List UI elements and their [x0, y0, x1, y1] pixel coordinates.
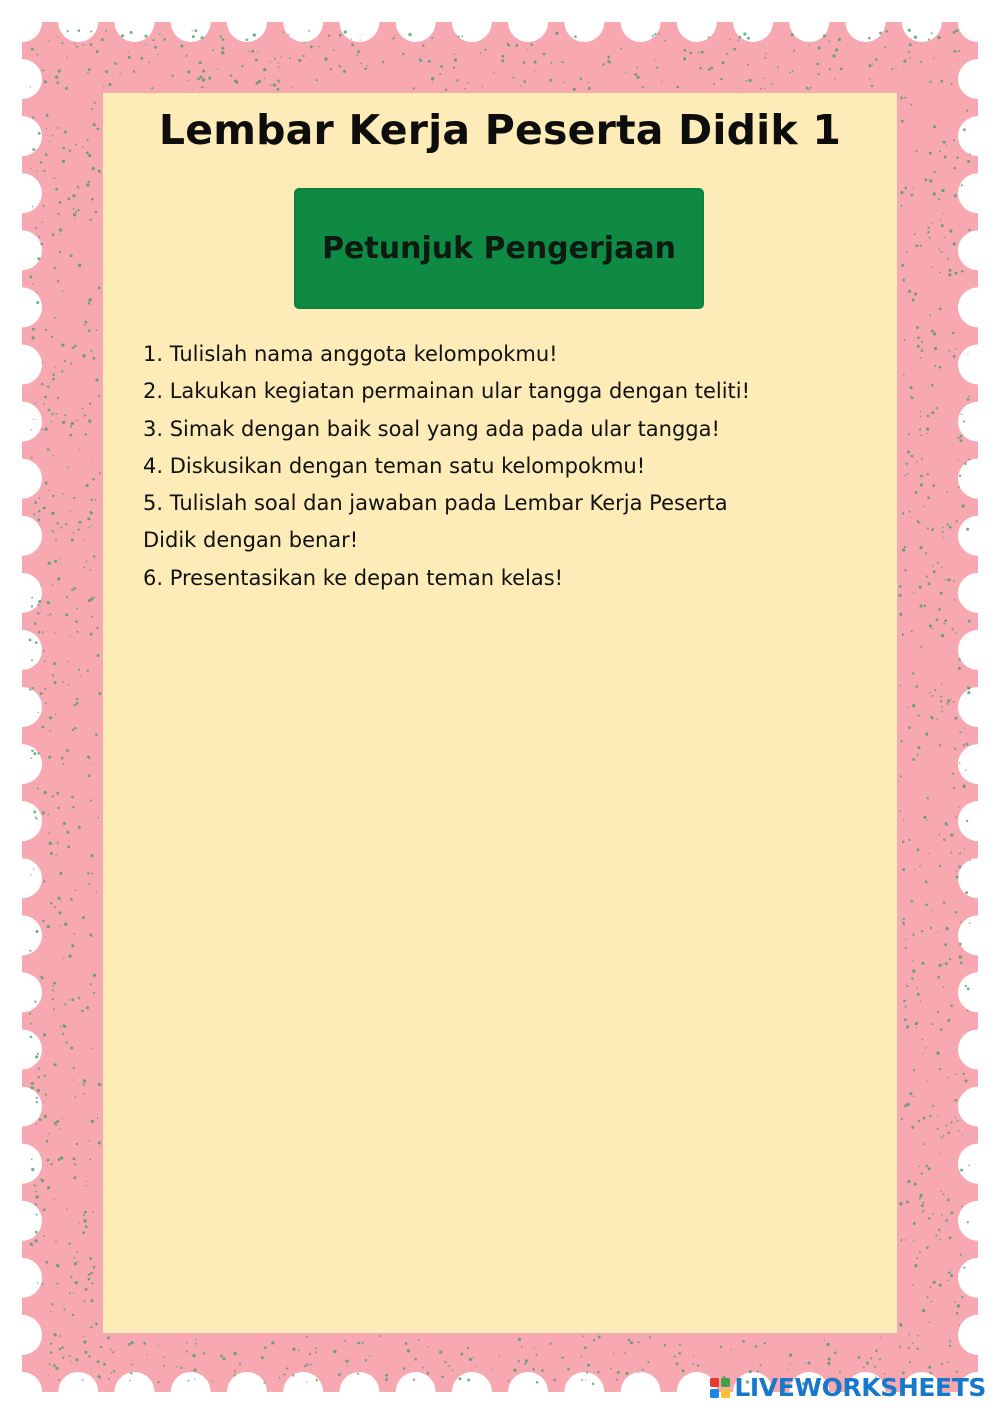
- page-title: Lembar Kerja Peserta Didik 1: [158, 106, 842, 154]
- instruction-list: [143, 336, 843, 597]
- instruction-item: 5. Tulislah soal dan jawaban pada Lembar Kerja Peserta: [143, 491, 728, 516]
- liveworksheets-wordmark: LIVEWORKSHEETS: [734, 1373, 986, 1402]
- liveworksheets-brand: [710, 1373, 986, 1402]
- instruction-item: 6. Presentasikan ke depan teman kelas!: [143, 565, 564, 590]
- instruction-item: 1. Tulislah nama anggota kelompokmu!: [143, 342, 558, 366]
- instruction-item: 3. Simak dengan baik soal yang ada pada ular tangga!: [143, 416, 720, 441]
- instruction-item: 4. Diskusikan dengan teman satu kelompokmu!: [143, 453, 646, 478]
- liveworksheets-logo-icon: [710, 1378, 730, 1398]
- instruction-item: 2. Lakukan kegiatan permainan ular tangga dengan teliti!: [143, 379, 751, 404]
- instruction-item: Didik dengan benar!: [143, 528, 359, 553]
- section-heading: Petunjuk Pengerjaan: [322, 231, 676, 266]
- section-heading-box: [294, 188, 704, 309]
